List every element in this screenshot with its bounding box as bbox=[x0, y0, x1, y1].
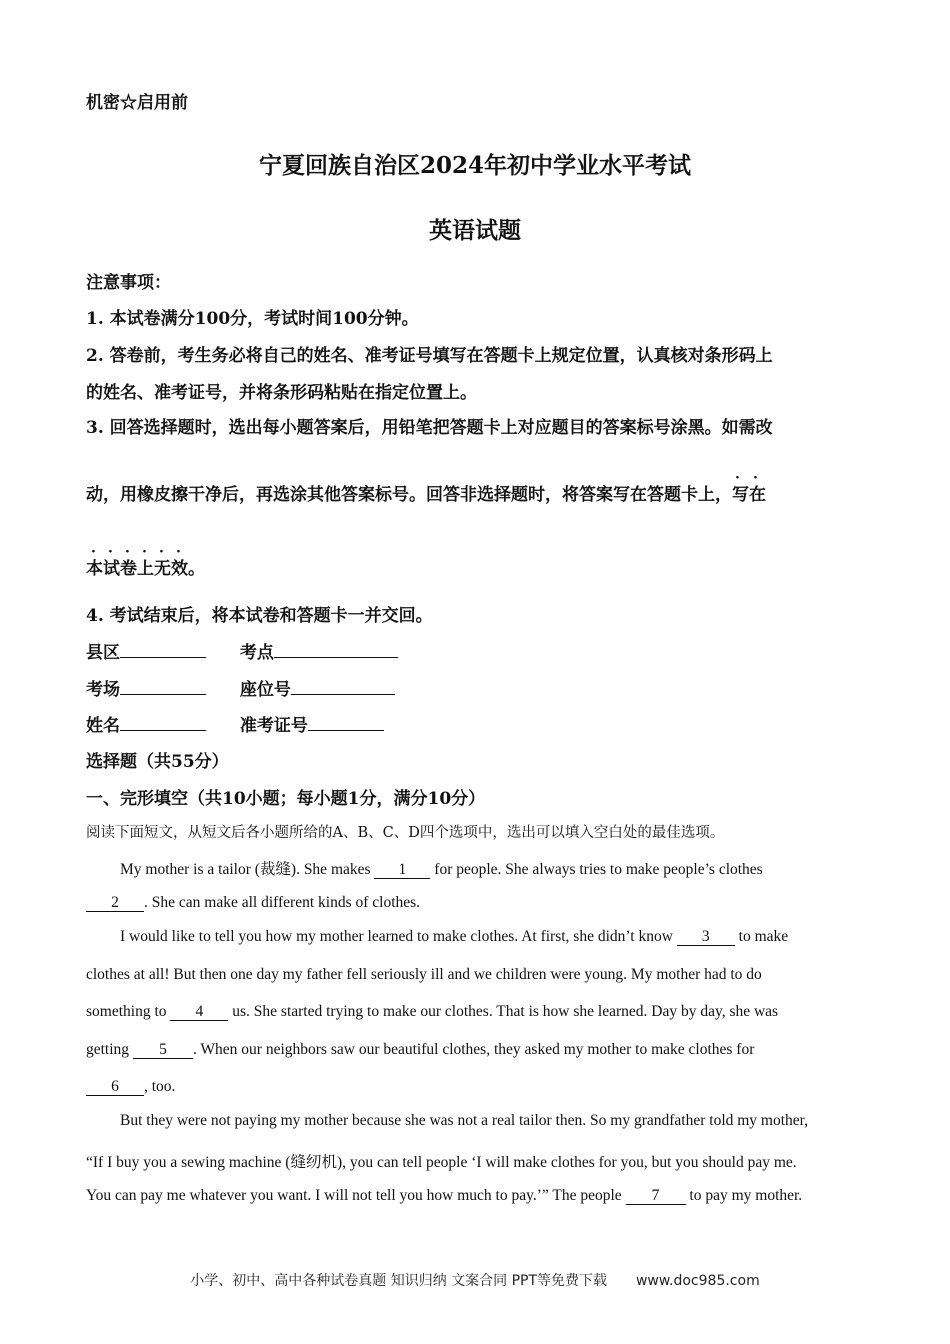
blank-2: 2 bbox=[86, 895, 144, 912]
passage-line: 2 . She can make all different kinds of clothes. bbox=[86, 894, 420, 912]
passage-line: But they were not paying my mother because she was not a real tailor then. So my grandfather told my mother, bbox=[120, 1112, 809, 1129]
county-label: 县区 bbox=[86, 643, 120, 663]
passage-line: I would like to tell you how my mother learned to make clothes. At first, she didn’t know 3 to make bbox=[120, 928, 789, 945]
blank-5: 5 bbox=[133, 1042, 193, 1059]
footer-text: 小学、初中、高中各种试卷真题 知识归纳 文案合同 PPT等免费下载 bbox=[190, 1273, 608, 1289]
notice-item-3-text: 动，用橡皮擦干净后，再选涂其他答案标号。回答非选择题时，将答案写在答题卡上， bbox=[86, 485, 732, 505]
notice-item-3-end: 。 bbox=[188, 559, 205, 579]
notice-heading: 注意事项： bbox=[86, 273, 171, 293]
notice-item-4: 4. 考试结束后，将本试卷和答题卡一并交回。 bbox=[86, 606, 433, 626]
notice-item-3-line-1: 3. 回答选择题时，选出每小题答案后，用铅笔把答题卡上对应题目的答案标号涂黑。如需改 bbox=[86, 418, 773, 438]
passage-line: clothes at all! But then one day my father fell seriously ill and we children were young. My mother had to do bbox=[86, 966, 762, 983]
page-title: 宁夏回族自治区2024年初中学业水平考试 bbox=[258, 152, 691, 179]
notice-item-2-line-1: 2. 答卷前，考生务必将自己的姓名、准考证号填写在答题卡上规定位置，认真核对条形码上 bbox=[86, 346, 773, 366]
notice-item-3-line-2 bbox=[86, 470, 766, 505]
part1-heading: 一、完形填空（共10小题；每小题1分，满分10分） bbox=[86, 789, 486, 809]
emphasis-text: · · 写在 bbox=[732, 470, 766, 505]
field-row-3 bbox=[86, 711, 384, 736]
secret-mark: 机密☆启用前 bbox=[86, 93, 188, 113]
instruction: 阅读下面短文，从短文后各小题所给的A、B、C、D四个选项中，选出可以填入空白处的最佳选项。 bbox=[86, 825, 725, 841]
blank-4: 4 bbox=[170, 1004, 228, 1021]
passage-line: “If I buy you a sewing machine (缝纫机), you can tell people ‘I will make clothes for you, but you should pay me. bbox=[86, 1154, 797, 1171]
emphasis-text: · · · · · · 本试卷上无效 bbox=[86, 544, 188, 579]
passage-line: My mother is a tailor (裁缝). She makes 1 for people. She always tries to make people’s clothes bbox=[120, 861, 763, 878]
exam-site-label: 考点 bbox=[239, 643, 274, 663]
blank-3: 3 bbox=[677, 929, 735, 946]
choice-heading: 选择题（共55分） bbox=[86, 752, 229, 772]
blank-7: 7 bbox=[626, 1188, 686, 1205]
field-row-1 bbox=[86, 638, 398, 663]
blank-1: 1 bbox=[374, 862, 430, 879]
name-label: 姓名 bbox=[86, 716, 120, 736]
county-field[interactable] bbox=[120, 641, 206, 658]
ticket-field[interactable] bbox=[308, 714, 384, 731]
page-subtitle: 英语试题 bbox=[429, 217, 521, 244]
exam-room-field[interactable] bbox=[120, 678, 206, 695]
footer-site-link[interactable]: www.doc985.com bbox=[635, 1273, 760, 1289]
name-field[interactable] bbox=[120, 714, 206, 731]
seat-field[interactable] bbox=[291, 678, 395, 695]
exam-room-label: 考场 bbox=[86, 680, 120, 700]
ticket-label: 准考证号 bbox=[239, 716, 308, 736]
notice-item-3-line-3 bbox=[86, 544, 205, 579]
passage-line: You can pay me whatever you want. I will not tell you how much to pay.’” The people 7 to pay my mother. bbox=[86, 1187, 803, 1204]
exam-site-field[interactable] bbox=[274, 641, 398, 658]
blank-6: 6 bbox=[86, 1079, 144, 1096]
notice-item-1: 1. 本试卷满分100分，考试时间100分钟。 bbox=[86, 309, 419, 329]
notice-item-2-line-2: 的姓名、准考证号，并将条形码粘贴在指定位置上。 bbox=[86, 383, 477, 403]
page-footer bbox=[0, 1270, 950, 1290]
passage-line: something to 4 us. She started trying to make our clothes. That is how she learned. Day by day, she was bbox=[86, 1003, 779, 1020]
passage-line: 6 , too. bbox=[86, 1078, 175, 1096]
passage-line: getting 5 . When our neighbors saw our beautiful clothes, they asked my mother to make clothes for bbox=[86, 1041, 755, 1058]
field-row-2 bbox=[86, 675, 395, 700]
seat-label: 座位号 bbox=[239, 680, 291, 700]
